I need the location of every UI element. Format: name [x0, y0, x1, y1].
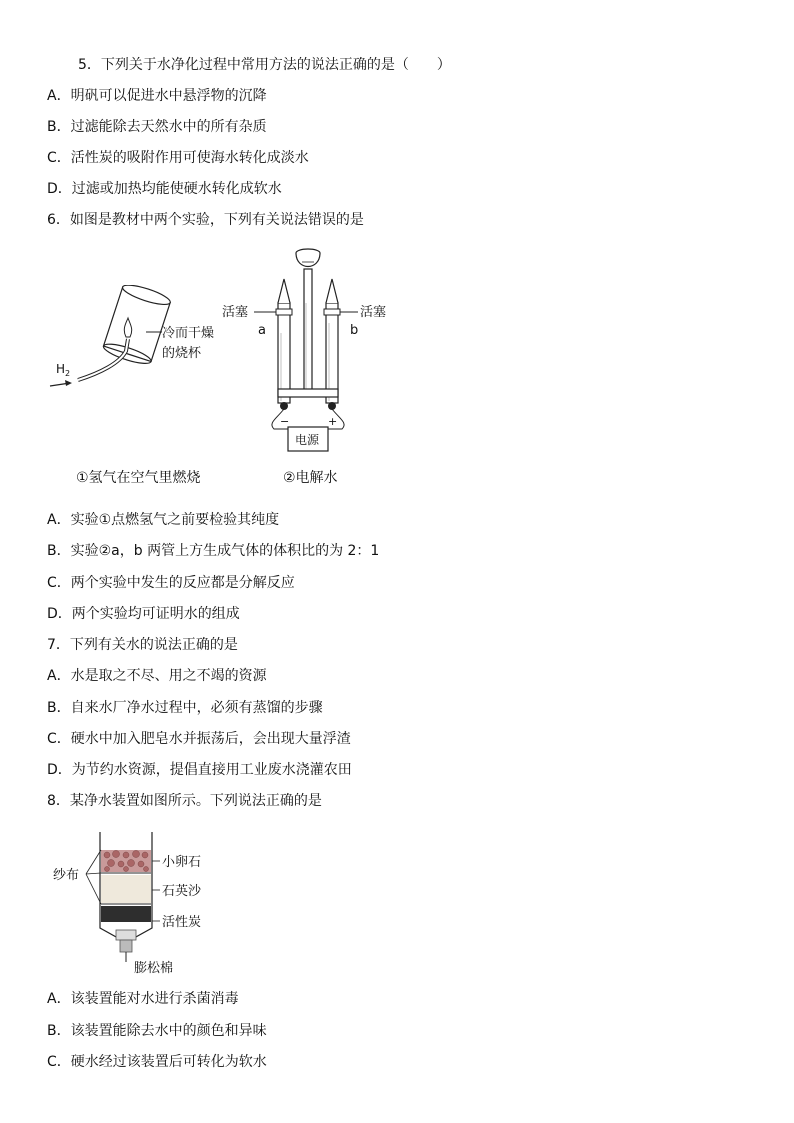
quartz-sand-layer — [101, 875, 151, 903]
pebbles-label: 小卵石 — [162, 855, 202, 870]
water-purifier-figure — [50, 830, 230, 978]
valve-right-icon — [324, 309, 340, 315]
figure1-caption: ①氢气在空气里燃烧 — [76, 470, 201, 486]
h2-subscript: 2 — [65, 369, 71, 378]
figure2-caption: ②电解水 — [283, 470, 338, 486]
reservoir-bulb — [296, 253, 320, 267]
q7-option-a: A．水是取之不尽、用之不竭的资源 — [47, 668, 267, 684]
electrolysis-figure — [218, 243, 398, 458]
question-7-stem: 7．下列有关水的说法正确的是 — [47, 637, 238, 653]
q8-option-b: B．该装置能除去水中的颜色和异味 — [47, 1023, 267, 1039]
electrode-right — [328, 402, 336, 410]
beaker-label-1: 冷而干燥 — [162, 326, 215, 341]
q5-option-c: C．活性炭的吸附作用可使海水转化成淡水 — [47, 150, 309, 166]
tube-b-label: b — [350, 323, 359, 338]
plus-sign: + — [328, 415, 338, 428]
minus-sign: − — [280, 415, 290, 428]
q5-option-b: B．过滤能除去天然水中的所有杂质 — [47, 119, 267, 135]
cotton-label: 膨松棉 — [134, 961, 174, 976]
valve-right-label: 活塞 — [360, 305, 387, 320]
power-label: 电源 — [295, 433, 320, 447]
q6-option-b: B．实验②a，b 两管上方生成气体的体积比的为 2：1 — [47, 543, 380, 559]
q5-option-a: A．明矾可以促进水中悬浮物的沉降 — [47, 88, 267, 104]
valve-left-icon — [276, 309, 292, 315]
tube-a-label: a — [258, 323, 266, 338]
q7-option-c: C．硬水中加入肥皂水并振荡后，会出现大量浮渣 — [47, 731, 351, 747]
question-5-stem: 5．下列关于水净化过程中常用方法的说法正确的是（ ） — [78, 57, 451, 73]
arrow-icon — [65, 380, 72, 386]
question-6-stem: 6．如图是教材中两个实验，下列有关说法错误的是 — [47, 212, 364, 228]
q7-option-b: B．自来水厂净水过程中，必须有蒸馏的步骤 — [47, 700, 323, 716]
q5-option-d: D．过滤或加热均能使硬水转化成软水 — [47, 181, 282, 197]
hydrogen-combustion-figure — [40, 285, 240, 405]
h2-label: H — [56, 362, 66, 376]
beaker-label-2: 的烧杯 — [162, 346, 202, 361]
electrode-left — [280, 402, 288, 410]
gauze-label: 纱布 — [53, 868, 80, 883]
valve-left-label: 活塞 — [222, 305, 249, 320]
q6-option-c: C．两个实验中发生的反应都是分解反应 — [47, 575, 295, 591]
q6-option-a: A．实验①点燃氢气之前要检验其纯度 — [47, 512, 280, 528]
q8-option-a: A．该装置能对水进行杀菌消毒 — [47, 991, 239, 1007]
q8-option-c: C．硬水经过该装置后可转化为软水 — [47, 1054, 267, 1070]
carbon-label: 活性炭 — [162, 915, 202, 930]
q7-option-d: D．为节约水资源，提倡直接用工业废水浇灌农田 — [47, 762, 352, 778]
quartz-label: 石英沙 — [162, 884, 202, 899]
activated-carbon-layer — [101, 906, 151, 922]
question-8-stem: 8．某净水装置如图所示。下列说法正确的是 — [47, 793, 322, 809]
q6-option-d: D．两个实验均可证明水的组成 — [47, 606, 240, 622]
